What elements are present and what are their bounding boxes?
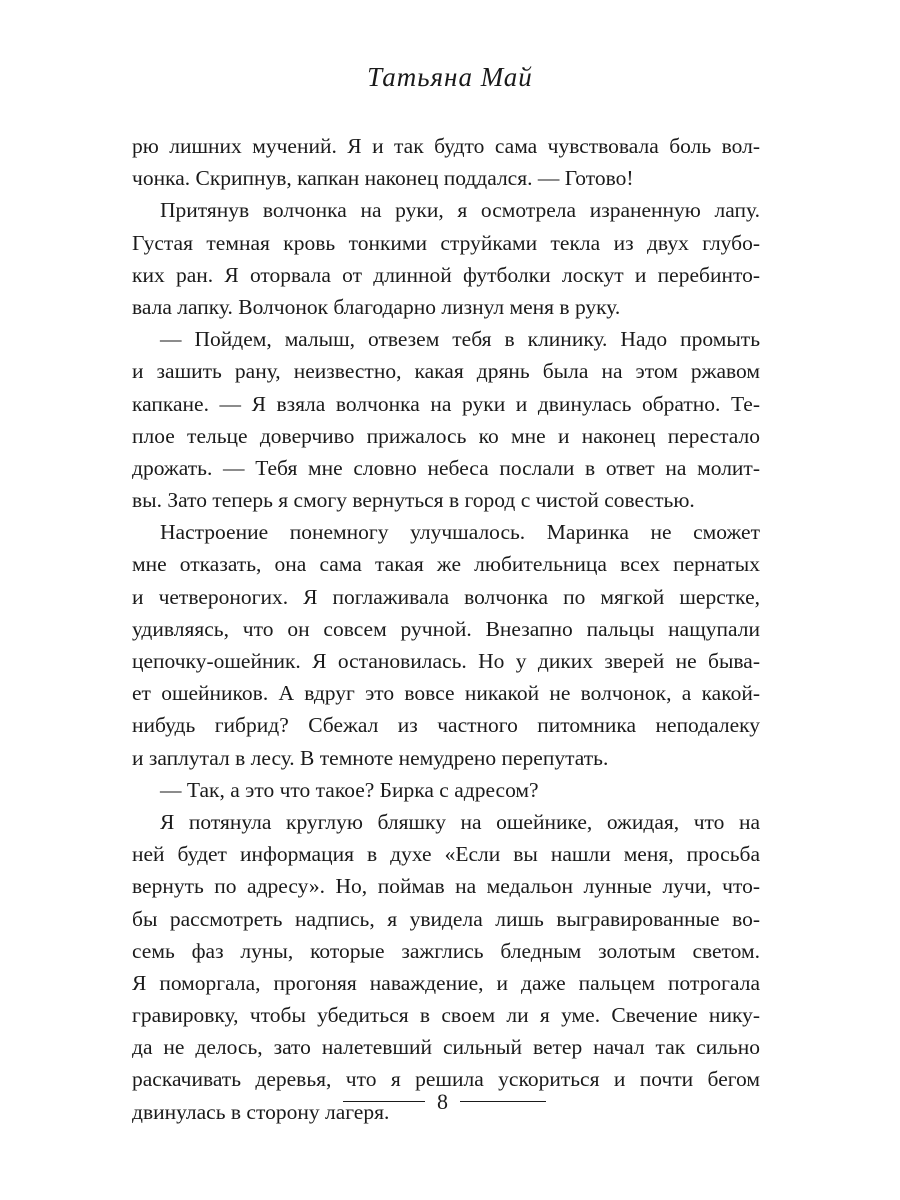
text-line: дрожать. — Тебя мне словно небеса послали в ответ на молит- xyxy=(132,455,760,480)
text-line: и заплутал в лесу. В темноте немудрено перепутать. xyxy=(132,745,609,770)
page-body-text xyxy=(132,130,760,1128)
text-line: вы. Зато теперь я смогу вернуться в город с чистой совестью. xyxy=(132,488,695,513)
text-line: и зашить рану, неизвестно, какая дрянь была на этом ржавом xyxy=(132,359,760,384)
text-line: раскачивать деревья, что я решила ускориться и почти бегом xyxy=(132,1067,760,1092)
text-line: Густая темная кровь тонкими струйками текла из двух глубо- xyxy=(132,230,760,255)
text-line: капкане. — Я взяла волчонка на руки и двинулась обратно. Те- xyxy=(132,391,760,416)
text-line: да не делось, зато налетевший сильный ветер начал так сильно xyxy=(132,1035,760,1060)
running-header-author: Татьяна Май xyxy=(367,62,533,92)
text-line: удивляясь, что он совсем ручной. Внезапно пальцы нащупали xyxy=(132,616,760,641)
text-line: ет ошейников. А вдруг это вовсе никакой не волчонок, а какой- xyxy=(132,681,760,706)
text-line: Я поморгала, прогоняя наваждение, и даже пальцем потрогала xyxy=(132,970,760,995)
footer-rule-left xyxy=(343,1101,425,1102)
text-line: семь фаз луны, которые зажглись бледным золотым светом. xyxy=(132,938,760,963)
text-line: ких ран. Я оторвала от длинной футболки лоскут и перебинто- xyxy=(132,262,760,287)
footer-rule-right xyxy=(460,1101,546,1102)
text-line: гравировку, чтобы убедиться в своем ли я уме. Свечение нику- xyxy=(132,1003,760,1028)
text-line: вала лапку. Волчонок благодарно лизнул меня в руку. xyxy=(132,294,621,319)
text-line: Притянув волчонка на руки, я осмотрела израненную лапу. xyxy=(160,198,760,223)
text-line: мне отказать, она сама такая же любительница всех пернатых xyxy=(132,552,760,577)
text-line: Я потянула круглую бляшку на ошейнике, ожидая, что на xyxy=(160,809,760,834)
text-line: рю лишних мучений. Я и так будто сама чувствовала боль вол- xyxy=(132,134,760,158)
page-number: 8 xyxy=(437,1089,448,1114)
text-line: — Так, а это что такое? Бирка с адресом? xyxy=(160,777,539,802)
text-line: вернуть по адресу». Но, поймав на медальон лунные лучи, что- xyxy=(132,874,760,899)
text-line: — Пойдем, малыш, отвезем тебя в клинику. Надо промыть xyxy=(160,327,760,352)
text-line: цепочку-ошейник. Я остановилась. Но у диких зверей не быва- xyxy=(132,649,760,673)
page-footer xyxy=(0,1088,900,1118)
text-line: плое тельце доверчиво прижалось ко мне и наконец перестало xyxy=(132,423,760,448)
text-line: двинулась в сторону лагеря. xyxy=(132,1099,390,1124)
text-line: нибудь гибрид? Сбежал из частного питомника неподалеку xyxy=(132,713,760,738)
text-line: ней будет информация в духе «Если вы нашли меня, просьба xyxy=(132,842,760,867)
text-line: Настроение понемногу улучшалось. Маринка не сможет xyxy=(160,520,760,545)
text-line: чонка. Скрипнув, капкан наконец поддался. — Готово! xyxy=(132,166,634,191)
text-line: и четвероногих. Я поглаживала волчонка по мягкой шерстке, xyxy=(132,584,760,609)
text-line: бы рассмотреть надпись, я увидела лишь выгравированные во- xyxy=(132,906,760,931)
